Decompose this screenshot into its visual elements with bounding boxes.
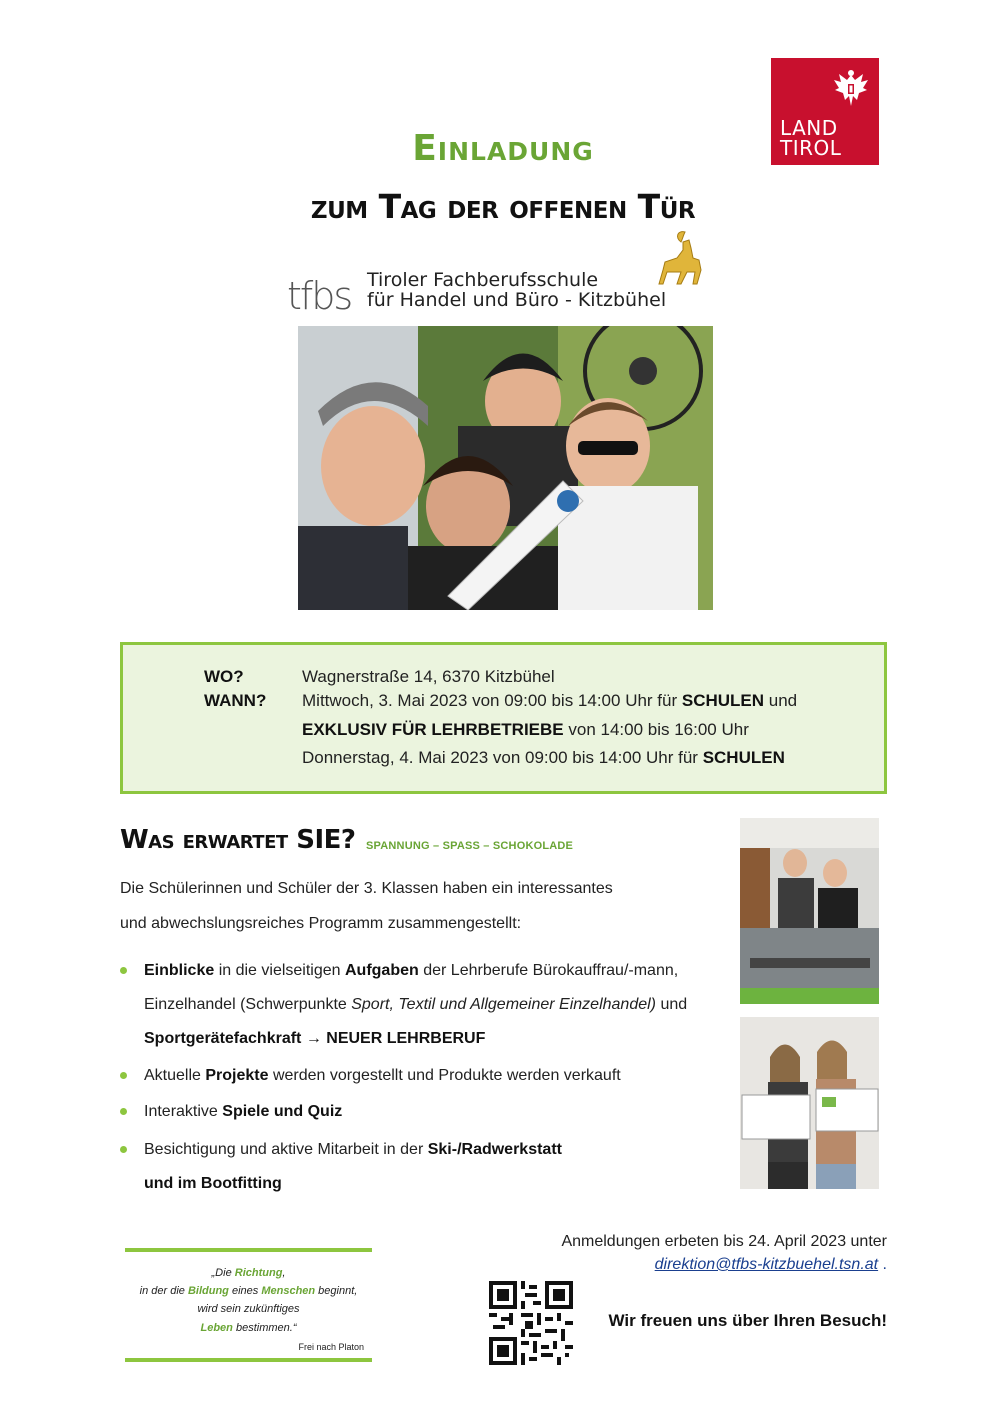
email-link[interactable]: direktion@tfbs-kitzbuehel.tsn.at — [654, 1256, 879, 1273]
quote-line-4: Leben bestimmen.“ — [200, 1322, 297, 1334]
bullet-3: Interaktive Spiele und Quiz — [144, 1103, 343, 1120]
welcome-message: Wir freuen uns über Ihren Besuch! — [608, 1311, 887, 1330]
section-title: Was erwartet SIE? — [120, 825, 356, 855]
quote-author: Frei nach Platon — [298, 1342, 364, 1352]
registration-text: Anmeldungen erbeten bis 24. April 2023 unter — [561, 1233, 887, 1250]
bullet-dot — [120, 967, 127, 974]
students-poster-photo — [740, 1017, 879, 1189]
bullet-dot — [120, 1146, 127, 1153]
school-name: Tiroler Fachberufsschule für Handel und Büro - Kitzbühel — [367, 269, 667, 311]
where-label: WO? — [204, 667, 244, 686]
page-subtitle: zum Tag der offenen Tür — [310, 187, 696, 226]
school-logo — [287, 228, 727, 316]
quote-line-2: in der die Bildung eines Menschen beginnt, — [139, 1285, 358, 1297]
event-info-box — [120, 642, 887, 794]
bullet-4-line-2: und im Bootfitting — [144, 1175, 282, 1192]
quote-line-1: „Die Richtung, — [211, 1267, 286, 1279]
bullet-4-line-1: Besichtigung und aktive Mitarbeit in der Ski-/Radwerkstatt — [144, 1141, 562, 1158]
bullet-dot — [120, 1072, 127, 1079]
intro-line-1: Die Schülerinnen und Schüler der 3. Klassen haben ein interessantes — [120, 880, 613, 897]
registration-email-line: direktion@tfbs-kitzbuehel.tsn.at . — [654, 1256, 887, 1273]
when-label: WANN? — [204, 691, 267, 710]
workshop-photo — [740, 818, 879, 1004]
qr-code[interactable] — [489, 1281, 573, 1365]
quote-box — [125, 1248, 372, 1362]
quote-line-3: wird sein zukünftiges — [197, 1303, 300, 1315]
quote-bar-top — [125, 1248, 372, 1252]
school-abbr: tfbs — [287, 274, 352, 318]
students-group-photo — [298, 326, 713, 610]
date-line-2: EXKLUSIV FÜR LEHRBETRIEBE von 14:00 bis 16:00 Uhr — [302, 720, 749, 739]
address-text: Wagnerstraße 14, 6370 Kitzbühel — [302, 667, 555, 686]
bullet-1-line-2: Einzelhandel (Schwerpunkte Sport, Textil und Allgemeiner Einzelhandel) und — [144, 996, 688, 1013]
date-line-3: Donnerstag, 4. Mai 2023 von 09:00 bis 14:00 Uhr für SCHULEN — [302, 748, 785, 767]
bullet-2: Aktuelle Projekte werden vorgestellt und Produkte werden verkauft — [144, 1067, 621, 1084]
land-tirol-wordmark: LAND TIROL — [780, 116, 842, 160]
bullet-dot — [120, 1108, 127, 1115]
bullet-1-line-1: Einblicke in die vielseitigen Aufgaben der Lehrberufe Bürokauffrau/-mann, — [144, 962, 679, 979]
intro-line-2: und abwechslungsreiches Programm zusammengestellt: — [120, 915, 522, 932]
bullet-1-line-3: Sportgerätefachkraft → NEUER LEHRBERUF — [144, 1030, 486, 1047]
page-title: Einladung — [412, 128, 594, 169]
ibex-icon — [653, 228, 707, 290]
section-tagline: SPANNUNG – SPASS – SCHOKOLADE — [366, 840, 574, 852]
eagle-icon — [831, 66, 871, 110]
date-line-1: Mittwoch, 3. Mai 2023 von 09:00 bis 14:00 Uhr für SCHULEN und — [302, 691, 798, 710]
quote-bar-bottom — [125, 1358, 372, 1362]
